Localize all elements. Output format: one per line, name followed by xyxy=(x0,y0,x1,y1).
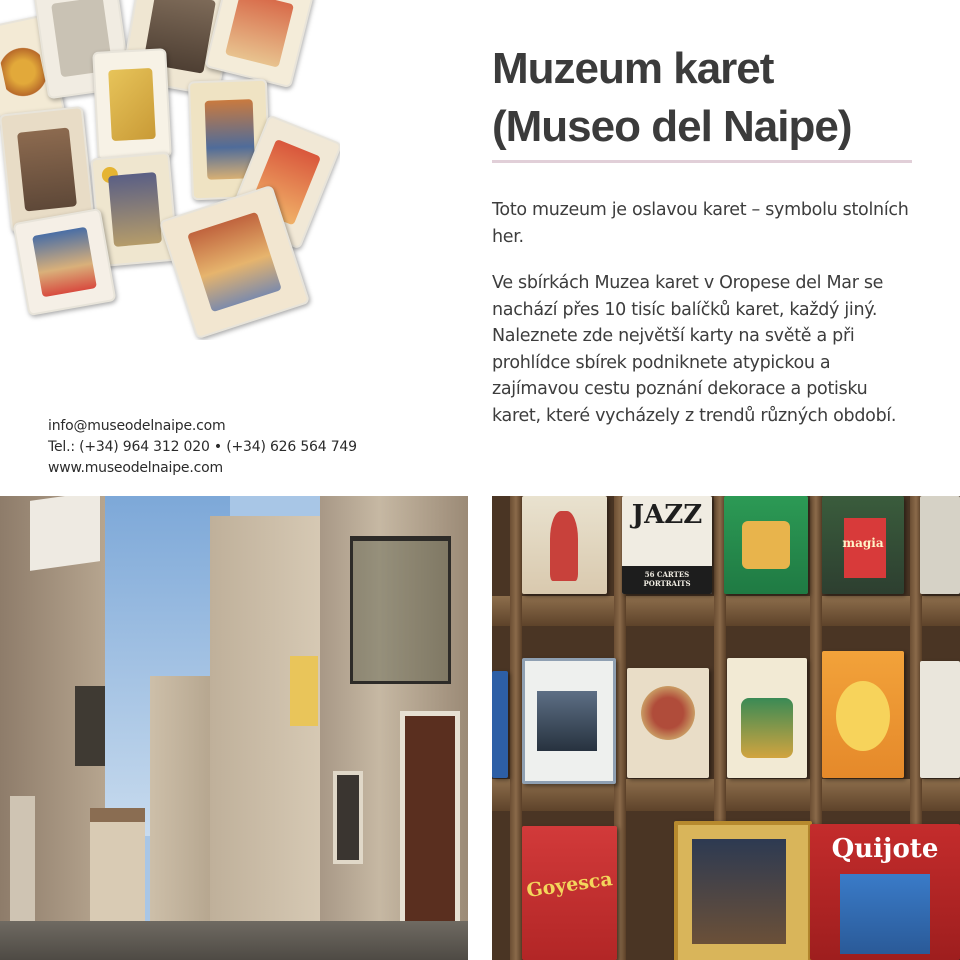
deck-box-orange xyxy=(822,651,904,778)
street-pavement xyxy=(0,921,468,960)
distant-house xyxy=(90,816,145,926)
intro-paragraph: Toto muzeum je oslavou karet – symbolu stolních her. xyxy=(492,200,909,247)
deck-box-adam-eve xyxy=(674,821,812,960)
distant-roof xyxy=(90,808,145,822)
quijote-label: Quijote xyxy=(831,834,939,864)
shelf-post-1 xyxy=(510,496,522,960)
balcony xyxy=(350,536,451,684)
yellow-shutter xyxy=(290,656,318,726)
contact-email[interactable]: info@museodelnaipe.com xyxy=(48,418,226,434)
contact-website[interactable]: www.museodelnaipe.com xyxy=(48,460,223,476)
card-swords xyxy=(92,48,172,161)
contact-block xyxy=(48,416,357,479)
deck-box-green xyxy=(724,496,808,594)
title-divider xyxy=(492,160,912,163)
playing-cards-photo xyxy=(0,0,340,340)
magia-label: magia xyxy=(842,536,884,550)
right-building-mid xyxy=(210,516,330,960)
deck-box-edge xyxy=(920,496,960,594)
left-door xyxy=(10,796,35,936)
page-title-line-2: (Museo del Naipe) xyxy=(492,102,852,151)
deck-box-goyesca xyxy=(522,826,617,960)
deck-box-jazz xyxy=(622,496,712,594)
shelf-plank-1 xyxy=(492,596,960,626)
page-title-line-1: Muzeum karet xyxy=(492,44,774,93)
page-title xyxy=(492,40,912,156)
deck-box-quijote xyxy=(810,824,960,960)
street-photo xyxy=(0,496,468,960)
goyesca-label: Goyesca xyxy=(525,868,614,902)
deck-box-steamboat xyxy=(522,658,616,784)
museum-shelf-photo xyxy=(492,496,960,960)
left-sign xyxy=(75,686,105,766)
deck-box-right xyxy=(920,661,960,778)
contact-phone: Tel.: (+34) 964 312 020 • (+34) 626 564 749 xyxy=(48,439,357,455)
left-awning xyxy=(30,496,100,571)
body-paragraph: Ve sbírkách Muzea karet v Oropese del Mar se nachází přes 10 tisíc balíčků karet, každý jiný. Naleznete zde největší karty na světě a při prohlídce sbírek podniknete atypickou a zajímavou cestu poznání dekorace a potisku karet, které vycházely z trendů různých období. xyxy=(492,273,897,426)
jazz-label: JAZZ xyxy=(631,500,703,530)
deck-box-eagle xyxy=(627,668,709,778)
deck-box-cartoon xyxy=(727,658,807,778)
window xyxy=(333,771,363,864)
deck-box-lady xyxy=(522,496,607,594)
jazz-subtitle: 56 CARTES PORTRAITS xyxy=(643,570,691,588)
deck-box-blue-left xyxy=(492,671,508,778)
deck-box-magia xyxy=(822,496,904,594)
card-diamond xyxy=(13,208,117,316)
